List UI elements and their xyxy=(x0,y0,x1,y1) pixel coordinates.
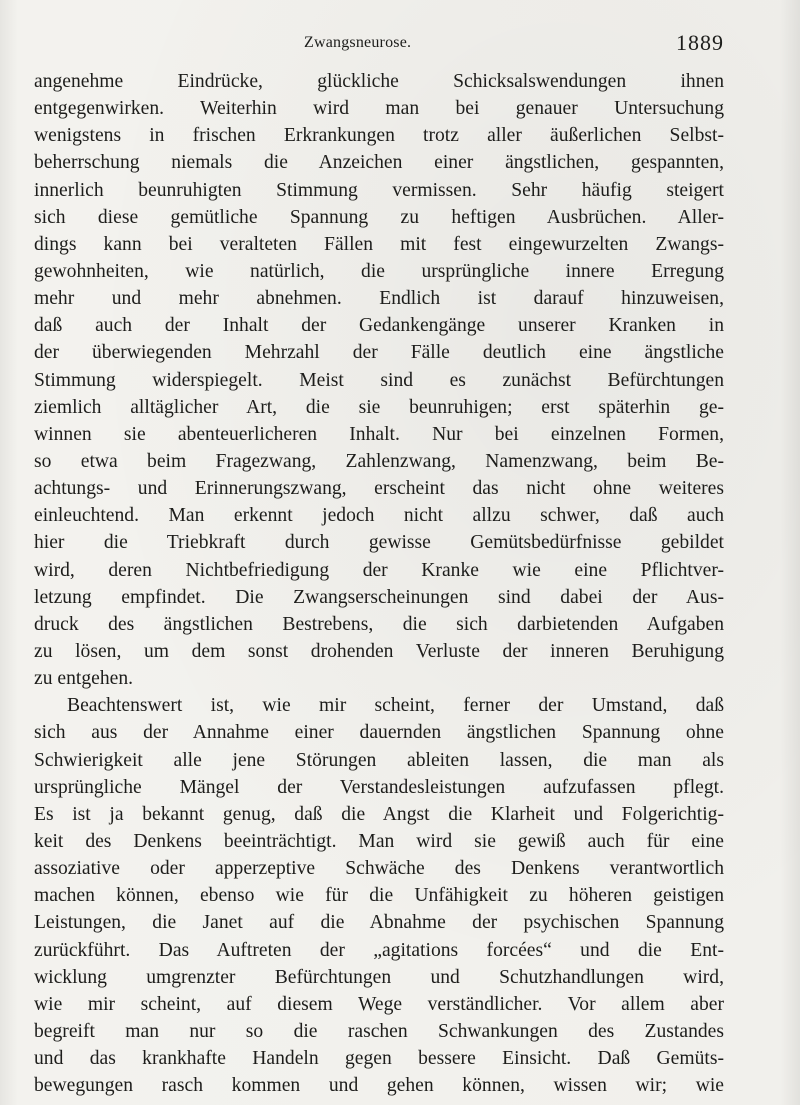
text-line: achtungs- und Erinnerungszwang, erscheint das nicht ohne weiteres xyxy=(34,478,724,500)
text-line: der überwiegenden Mehrzahl der Fälle deutlich eine ängstliche xyxy=(34,342,724,364)
text-line: ursprüngliche Mängel der Verstandesleistungen aufzufassen pflegt. xyxy=(34,776,724,798)
text-line: Es ist ja bekannt genug, daß die Angst die Klarheit und Folgerichtig- xyxy=(34,803,724,825)
text-line: innerlich beunruhigten Stimmung vermissen. Sehr häufig steigert xyxy=(34,179,724,201)
text-line: Stimmung widerspiegelt. Meist sind es zunächst Befürchtungen xyxy=(34,369,724,391)
paragraph-start-line: Beachtenswert ist, wie mir scheint, ferner der Umstand, daß xyxy=(67,695,724,717)
text-line: wicklung umgrenzter Befürchtungen und Schutzhandlungen wird, xyxy=(34,966,724,988)
text-line: Schwierigkeit alle jene Störungen ableiten lassen, die man als xyxy=(34,749,724,771)
text-line: zu lösen, um dem sonst drohenden Verluste der inneren Beruhigung xyxy=(34,640,724,662)
paragraph-end-line: zu entgehen. xyxy=(34,668,134,690)
text-line: angenehme Eindrücke, glückliche Schicksalswendungen ihnen xyxy=(34,71,724,92)
text-line: druck des ängstlichen Bestrebens, die sich darbietenden Aufgaben xyxy=(34,613,724,635)
text-line: gewohnheiten, wie natürlich, die ursprüngliche innere Erregung xyxy=(34,260,724,282)
text-line: so etwa beim Fragezwang, Zahlenzwang, Namenzwang, beim Be- xyxy=(34,450,724,472)
text-line: bewegungen rasch kommen und gehen können, wissen wir; wie xyxy=(34,1075,724,1097)
text-line: dings kann bei veralteten Fällen mit fest eingewurzelten Zwangs- xyxy=(34,233,724,255)
text-line: wie mir scheint, auf diesem Wege verständlicher. Vor allem aber xyxy=(34,993,724,1015)
text-line: entgegenwirken. Weiterhin wird man bei genauer Untersuchung xyxy=(34,98,724,120)
text-line: zurückführt. Das Auftreten der „agitations forcées“ und die Ent- xyxy=(34,939,724,961)
text-line: sich aus der Annahme einer dauernden ängstlichen Spannung ohne xyxy=(34,722,724,744)
body-text xyxy=(34,68,724,1099)
text-line: keit des Denkens beeinträchtigt. Man wird sie gewiß auch für eine xyxy=(34,830,724,852)
text-line: machen können, ebenso wie für die Unfähigkeit zu höheren geistigen xyxy=(34,885,724,907)
text-line: Leistungen, die Janet auf die Abnahme der psychischen Spannung xyxy=(34,912,724,934)
text-line: ziemlich alltäglicher Art, die sie beunruhigen; erst späterhin ge- xyxy=(34,396,724,418)
page-number: 1889 xyxy=(676,30,724,55)
text-line: mehr und mehr abnehmen. Endlich ist darauf hinzuweisen, xyxy=(34,288,724,310)
page-header xyxy=(34,32,724,60)
text-line: letzung empfindet. Die Zwangserscheinungen sind dabei der Aus- xyxy=(34,586,724,608)
text-line: einleuchtend. Man erkennt jedoch nicht allzu schwer, daß auch xyxy=(34,505,724,527)
text-line: begreift man nur so die raschen Schwankungen des Zustandes xyxy=(34,1020,724,1042)
text-line: wird, deren Nichtbefriedigung der Kranke wie eine Pflichtver- xyxy=(34,559,724,581)
text-line: sich diese gemütliche Spannung zu heftigen Ausbrüchen. Aller- xyxy=(34,206,724,228)
text-line: assoziative oder apperzeptive Schwäche des Denkens verantwortlich xyxy=(34,858,724,880)
running-head: Zwangsneurose. xyxy=(304,34,412,51)
text-line: daß auch der Inhalt der Gedankengänge unserer Kranken in xyxy=(34,315,724,337)
text-line: winnen sie abenteuerlicheren Inhalt. Nur bei einzelnen Formen, xyxy=(34,423,724,445)
text-line: wenigstens in frischen Erkrankungen trotz aller äußerlichen Selbst- xyxy=(34,125,724,147)
text-line: und das krankhafte Handeln gegen bessere Einsicht. Daß Gemüts- xyxy=(34,1048,724,1070)
text-line: hier die Triebkraft durch gewisse Gemütsbedürfnisse gebildet xyxy=(34,532,724,554)
text-line: beherrschung niemals die Anzeichen einer ängstlichen, gespannten, xyxy=(34,152,724,174)
